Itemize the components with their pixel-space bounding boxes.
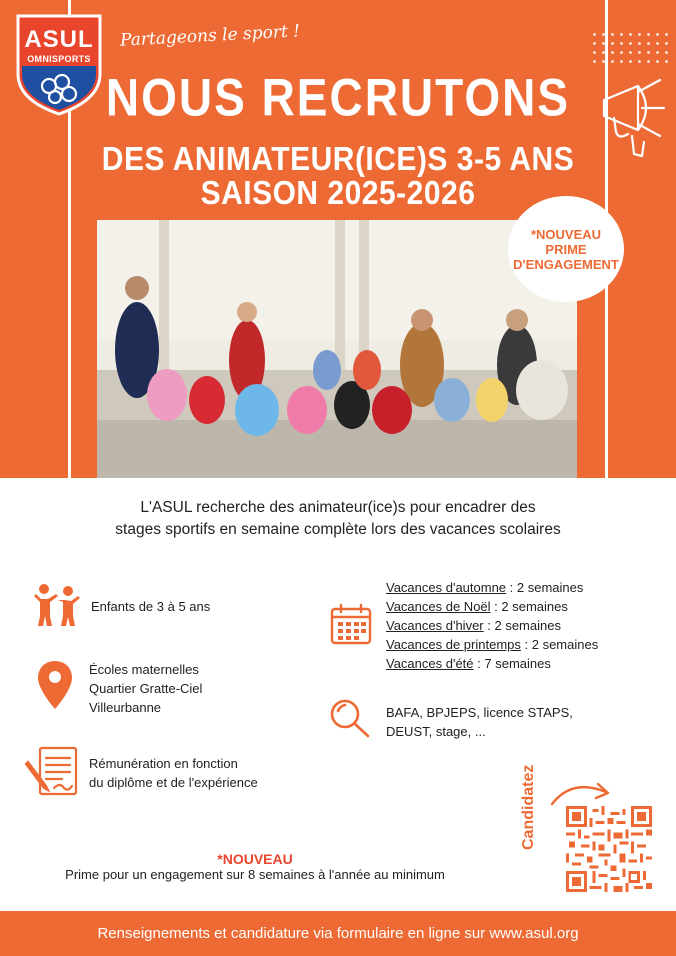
- holiday-link-winter[interactable]: Vacances d'hiver: [386, 618, 484, 633]
- salary-line-1: Rémunération en fonction: [89, 756, 238, 771]
- holiday-item: [386, 635, 598, 654]
- holiday-duration: : 2 semaines: [520, 637, 599, 652]
- location-line-2: Quartier Gratte-Ciel: [89, 681, 203, 696]
- new-bonus-badge: *NOUVEAU PRIME D'ENGAGEMENT: [508, 196, 624, 302]
- logo-name: ASUL: [24, 26, 94, 53]
- holiday-item: [386, 616, 598, 635]
- holiday-duration: : 2 semaines: [490, 599, 568, 614]
- intro-text: [0, 497, 676, 541]
- decorative-dots: [590, 30, 670, 66]
- holiday-duration: : 2 semaines: [483, 618, 561, 633]
- qualifications-text: [386, 703, 573, 741]
- logo-subtitle: OMNISPORTS: [27, 54, 91, 64]
- location-text: [89, 660, 202, 717]
- megaphone-icon: [598, 72, 670, 162]
- apply-label: Candidatez: [520, 764, 537, 850]
- holiday-item: [386, 654, 598, 673]
- location-line-1: Écoles maternelles: [89, 662, 199, 677]
- intro-line-2: stages sportifs en semaine complète lors des vacances scolaires: [115, 521, 561, 538]
- holidays-list: [386, 578, 598, 673]
- intro-line-1: L'ASUL recherche des animateur(ice)s pour encadrer des: [140, 499, 536, 516]
- holiday-duration: : 2 semaines: [506, 580, 584, 595]
- holiday-link-autumn[interactable]: Vacances d'automne: [386, 580, 507, 595]
- footer: Renseignements et candidature via formulaire en ligne sur www.asul.org: [0, 911, 676, 956]
- job-title: DES ANIMATEUR(ICE)S 3-5 ANS: [101, 141, 575, 178]
- holiday-item: [386, 578, 598, 597]
- holiday-link-summer[interactable]: Vacances d'été: [386, 656, 474, 671]
- new-label: *NOUVEAU: [217, 851, 293, 867]
- location-pin-icon: [37, 660, 73, 710]
- qualifications-line-2: DEUST, stage, ...: [386, 724, 486, 739]
- qualifications-line-1: BAFA, BPJEPS, licence STAPS,: [386, 705, 573, 720]
- calendar-icon: [330, 603, 372, 645]
- salary-line-2: du diplôme et de l'expérience: [89, 775, 258, 790]
- page-title: NOUS RECRUTONS: [105, 67, 571, 127]
- group-photo: [97, 220, 577, 478]
- bonus-text: Prime pour un engagement sur 8 semaines à l'année au minimum: [65, 867, 445, 882]
- search-icon: [328, 697, 372, 739]
- holiday-link-spring[interactable]: Vacances de printemps: [386, 637, 521, 652]
- children-icon: [30, 582, 82, 628]
- curved-arrow-icon: [548, 776, 616, 808]
- tagline: Partageons le sport !: [119, 21, 301, 51]
- qr-code[interactable]: [566, 806, 652, 892]
- season: SAISON 2025-2026: [200, 175, 476, 212]
- holiday-link-christmas[interactable]: Vacances de Noël: [386, 599, 491, 614]
- holiday-item: [386, 597, 598, 616]
- holiday-duration: : 7 semaines: [473, 656, 551, 671]
- contract-icon: [24, 746, 80, 798]
- location-line-3: Villeurbanne: [89, 700, 162, 715]
- salary-text: [89, 754, 258, 792]
- children-text: Enfants de 3 à 5 ans: [91, 599, 211, 614]
